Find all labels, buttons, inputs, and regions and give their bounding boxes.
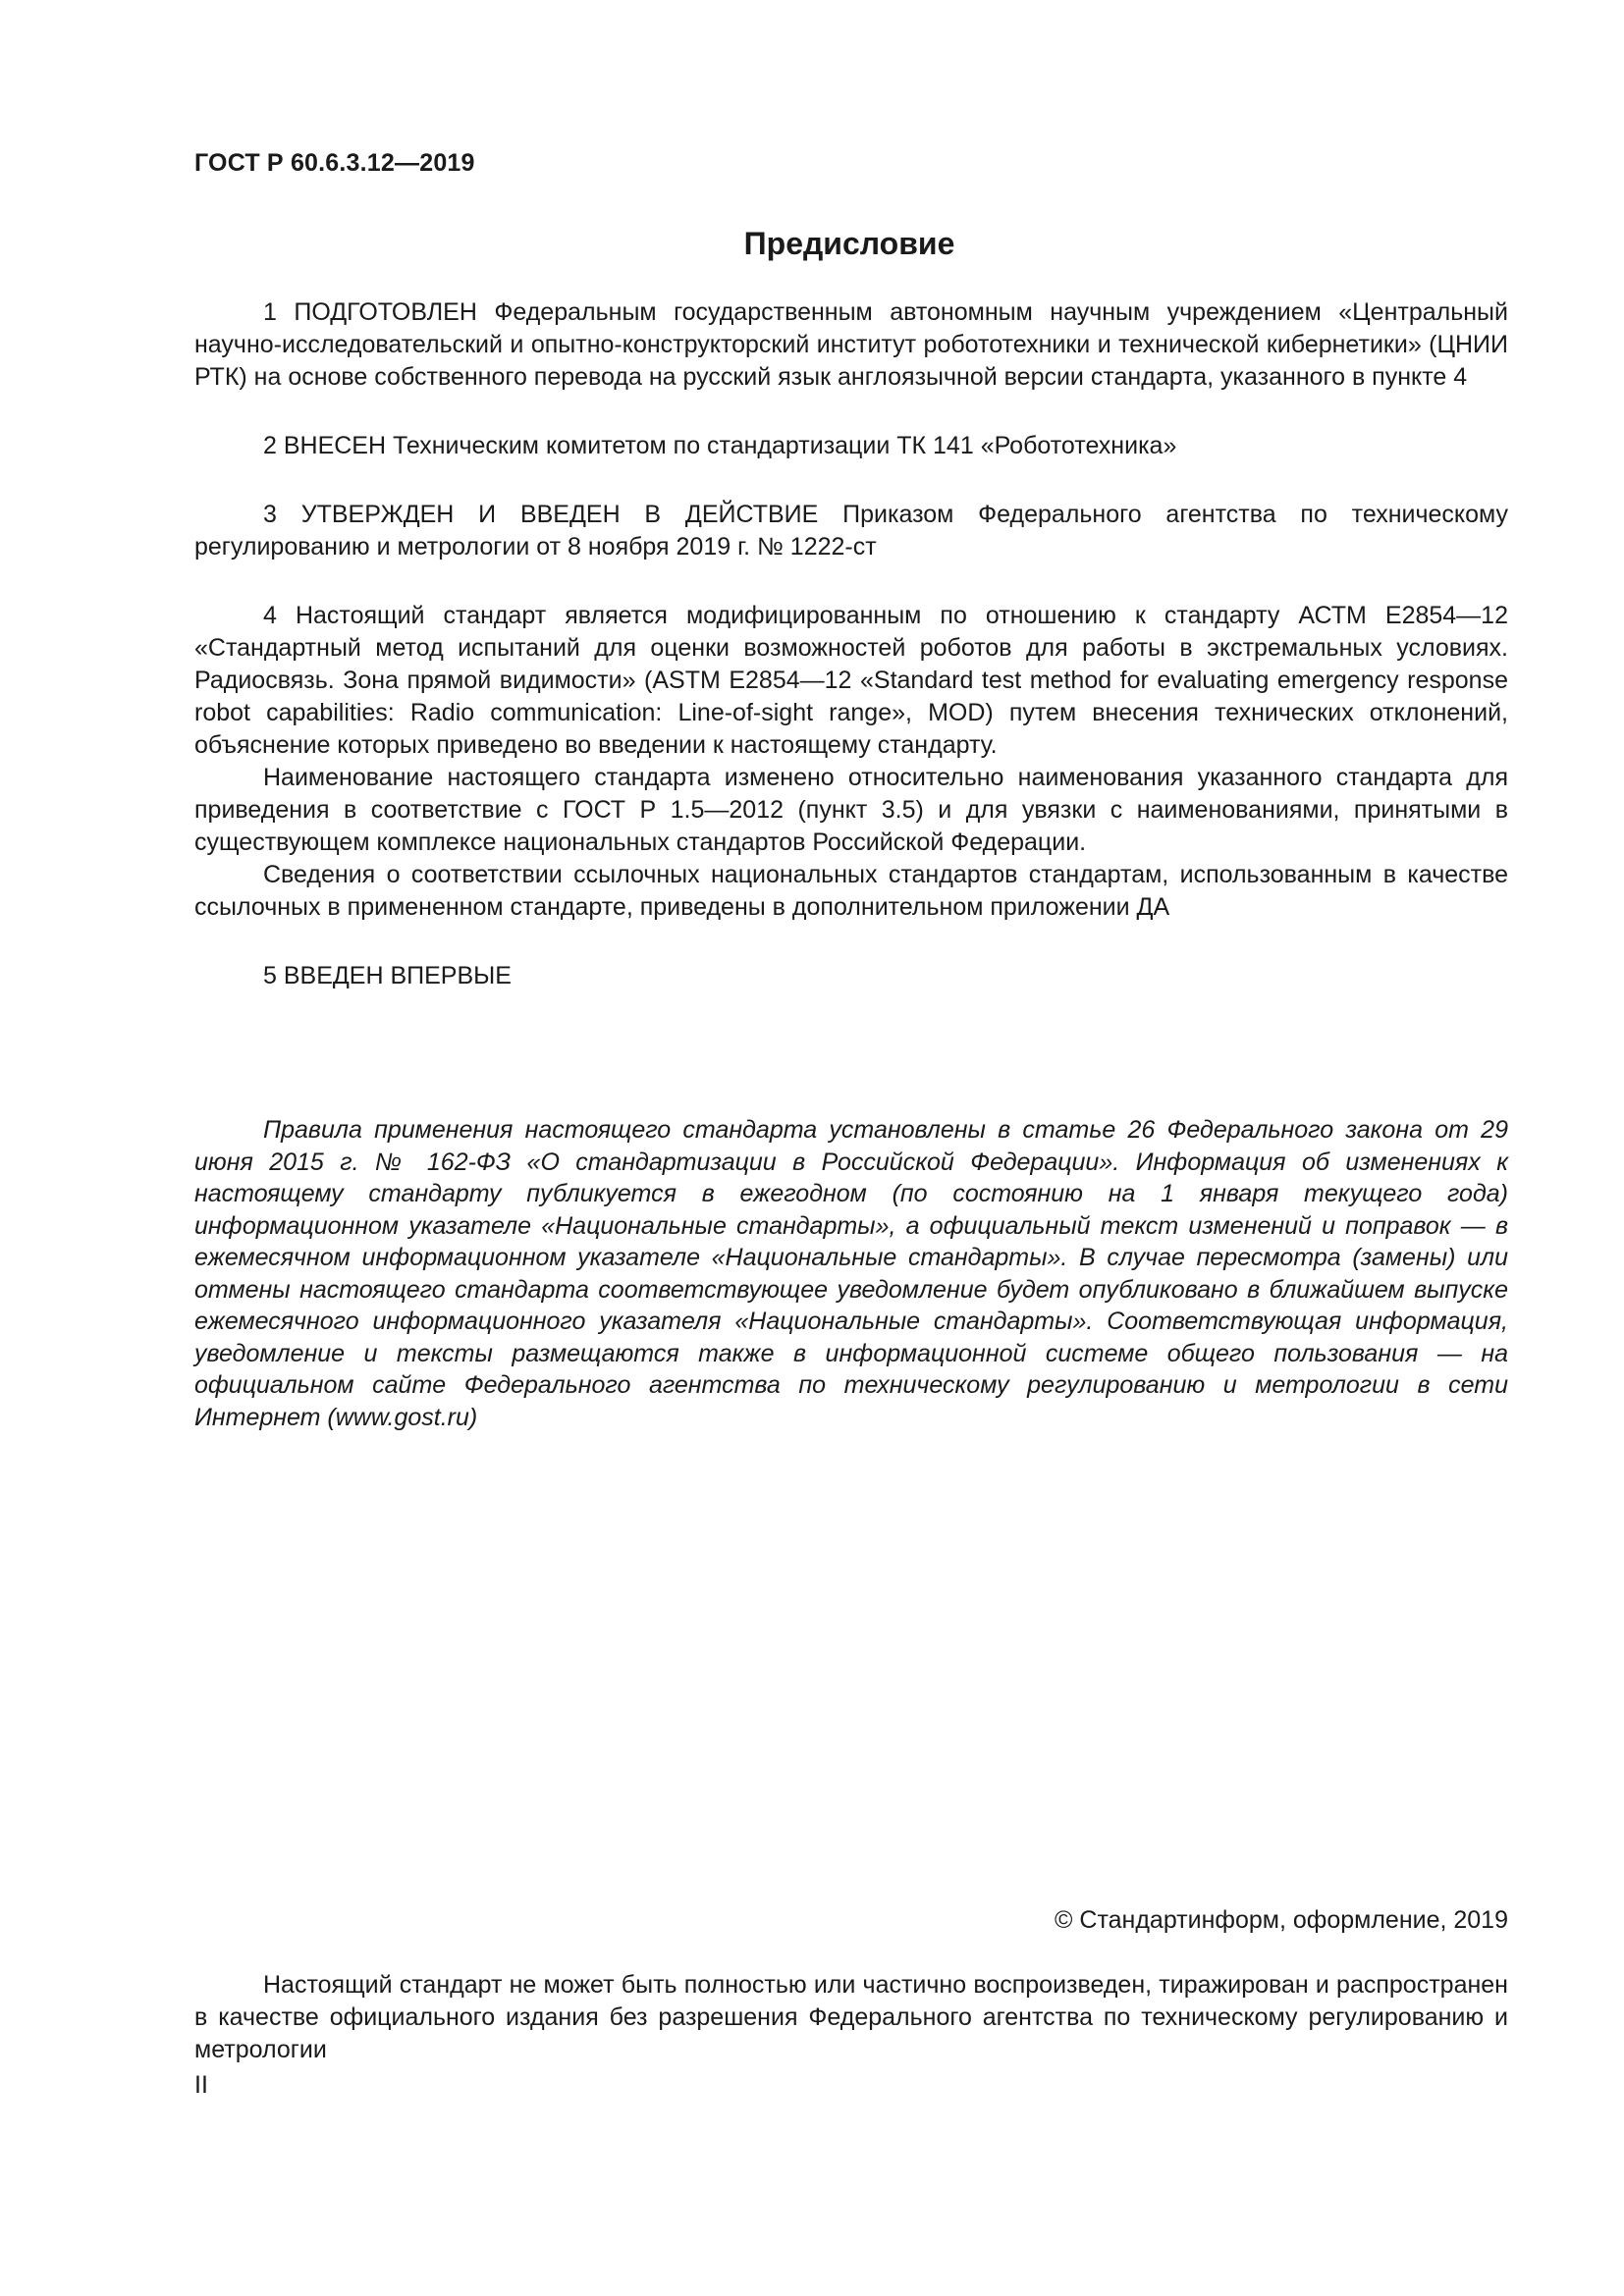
paragraph-2: 2 ВНЕСЕН Техническим комитетом по стандартизации ТК 141 «Робототехника» <box>263 432 1177 459</box>
foreword-body <box>194 296 1508 992</box>
paragraph-1: 1 ПОДГОТОВЛЕН Федеральным государственным автономным научным учреждением «Центральный научно-исследовательский и опытно-конструкторский институт робототехники и технической кибернетики» (ЦНИИ РТК) на основе собственного перевода на русский язык англоязычной версии стандарта, указанного в пункте 4 <box>194 298 1508 391</box>
copyright-line: © Стандартинформ, оформление, 2019 <box>1055 1906 1508 1934</box>
paragraph-4-name-note: Наименование настоящего стандарта изменено относительно наименования указанного стандарта для приведения в соответствие с ГОСТ Р 1.5—2012 (пункт 3.5) и для увязки с наименованиями, принятыми в существующем комплексе национальных стандартов Российской Федерации. <box>194 764 1508 856</box>
document-code: ГОСТ Р 60.6.3.12—2019 <box>194 149 475 177</box>
paragraph-4: 4 Настоящий стандарт является модифицированным по отношению к стандарту АСТМ Е2854—12 «Стандартный метод испытаний для оценки возможностей роботов для работы в экстремальных условиях. Радиосвязь. Зона прямой видимости» (ASTM E2854—12 «Standard test method for evaluating emergency response robot capabilities: Radio communication: Line-of-sight range», MOD) путем внесения технических отклонений, объяснение которых приведено во введении к настоящему стандарту. <box>194 602 1508 759</box>
paragraph-3: 3 УТВЕРЖДЕН И ВВЕДЕН В ДЕЙСТВИЕ Приказом Федерального агентства по техническому регулированию и метрологии от 8 ноября 2019 г. № 1222-ст <box>194 501 1508 561</box>
paragraph-5: 5 ВВЕДЕН ВПЕРВЫЕ <box>263 962 512 989</box>
reproduction-notice: Настоящий стандарт не может быть полностью или частично воспроизведен, тиражирован и распространен в качестве официального издания без разрешения Федерального агентства по техническому регулированию и метрологии <box>194 1971 1508 2063</box>
section-title: Предисловие <box>743 226 955 261</box>
page-number: II <box>194 2071 208 2099</box>
paragraph-4-references-note: Сведения о соответствии ссылочных национальных стандартов стандартам, использованным в качестве ссылочных в примененном стандарте, приведены в дополнительном приложении ДА <box>194 861 1508 921</box>
application-rules-notice: Правила применения настоящего стандарта установлены в статье 26 Федерального закона от 29 июня 2015 г. № 162-ФЗ «О стандартизации в Российской Федерации». Информация об изменениях к настоящему стандарту публикуется в ежегодном (по состоянию на 1 января текущего года) информационном указателе «Национальные стандарты», а официальный текст изменений и поправок — в ежемесячном информационном указателе «Национальные стандарты». В случае пересмотра (замены) или отмены настоящего стандарта соответствующее уведомление будет опубликовано в ближайшем выпуске ежемесячного информационного указателя «Национальные стандарты». Соответствующая информация, уведомление и тексты размещаются также в информационной системе общего пользования — на официальном сайте Федерального агентства по техническому регулированию и метрологии в сети Интернет (www.gost.ru) <box>194 1116 1508 1431</box>
